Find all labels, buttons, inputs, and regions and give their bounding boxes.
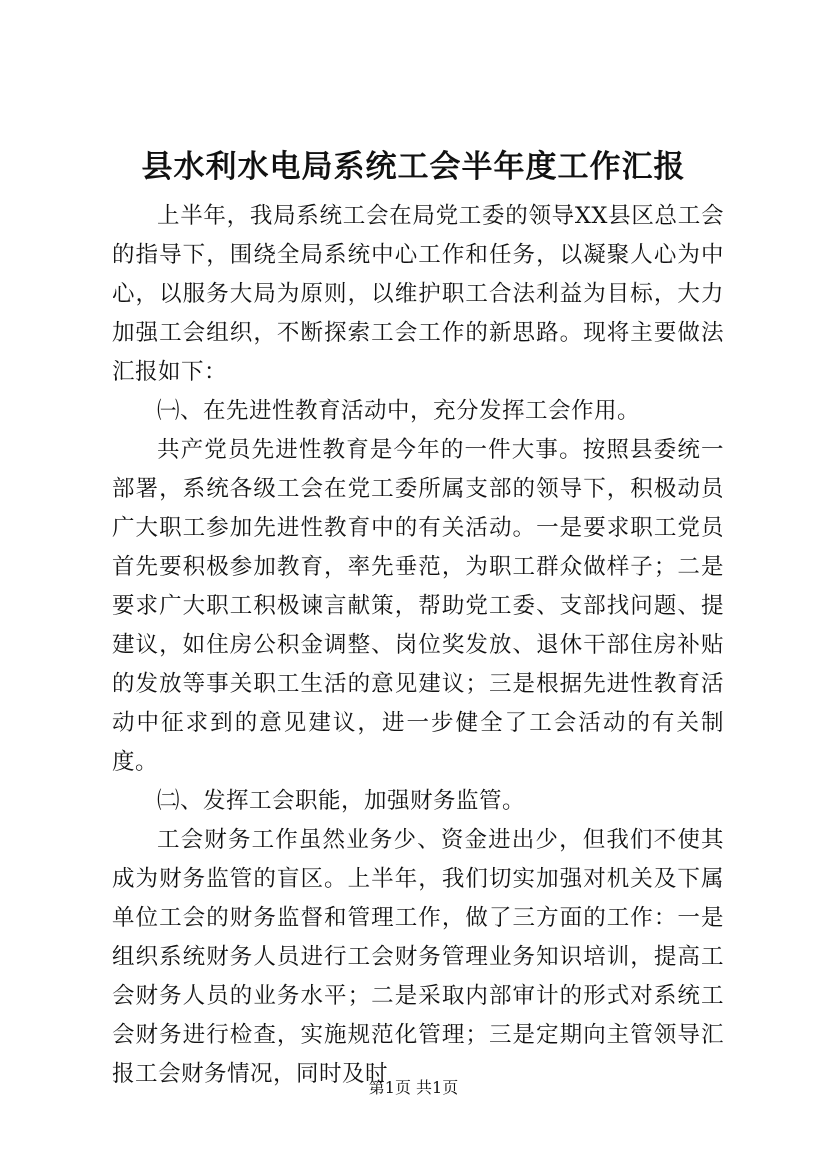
document-body (112, 197, 724, 1094)
page-footer: 第1页 共1页 (368, 1078, 459, 1097)
document-title: 县水利水电局系统工会半年度工作汇报 (141, 149, 686, 185)
paragraph-intro: 上半年，我局系统工会在局党工委的领导XX县区总工会的指导下，围绕全局系统中心工作和任务，以凝聚人心为中心，以服务大局为原则，以维护职工合法利益为目标，大力加强工会组织，不断探索工会工作的新思路。现将主要做法汇报如下： (112, 203, 724, 385)
paragraph-section-1: 共产党员先进性教育是今年的一件大事。按照县委统一部署，系统各级工会在党工委所属支部的领导下，积极动员广大职工参加先进性教育中的有关活动。一是要求职工党员首先要积极参加教育，率先垂范，为职工群众做样子；二是要求广大职工积极谏言献策，帮助党工委、支部找问题、提建议，如住房公积金调整、岗位奖发放、退休干部住房补贴的发放等事关职工生活的意见建议；三是根据先进性教育活动中征求到的意见建议，进一步健全了工会活动的有关制度。 (112, 437, 724, 775)
section-heading-1: ㈠、在先进性教育活动中，充分发挥工会作用。 (157, 398, 641, 424)
paragraph-section-2: 工会财务工作虽然业务少、资金进出少，但我们不使其成为财务监管的盲区。上半年，我们切实加强对机关及下属单位工会的财务监督和管理工作，做了三方面的工作：一是组织系统财务人员进行工会财务管理业务知识培训，提高工会财务人员的业务水平；二是采取内部审计的形式对系统工会财务进行检查，实施规范化管理；三是定期向主管领导汇报工会财务情况，同时及时 (112, 827, 724, 1087)
section-heading-2: ㈡、发挥工会职能，加强财务监管。 (157, 788, 526, 814)
